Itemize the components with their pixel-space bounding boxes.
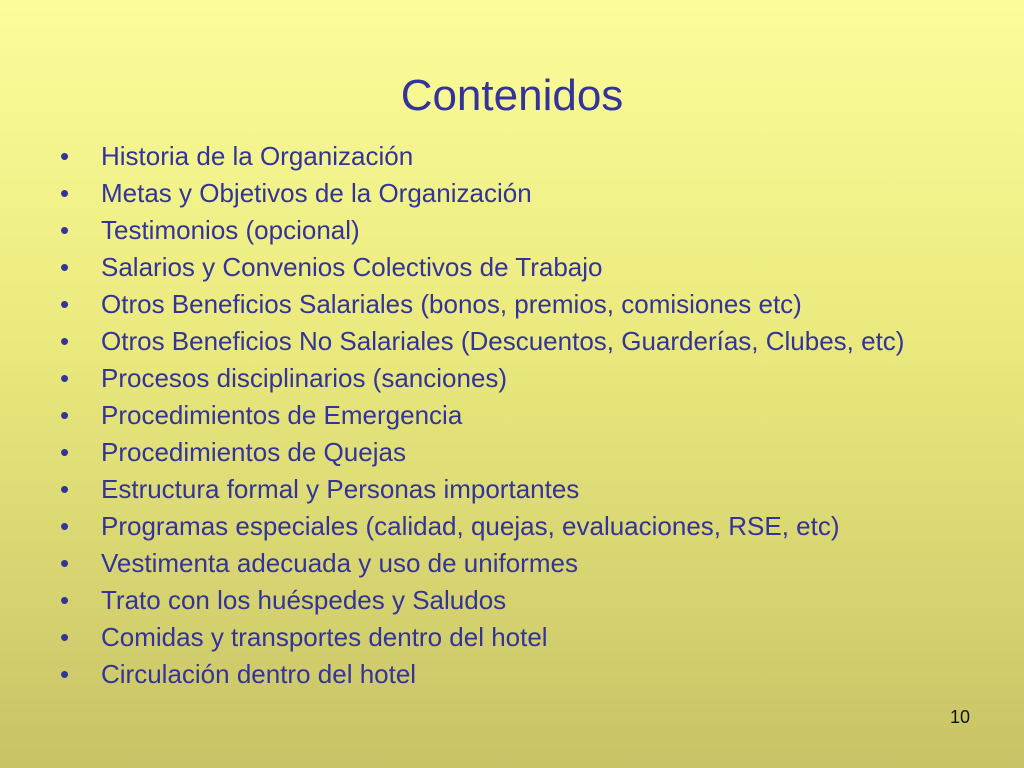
list-item <box>60 659 960 689</box>
list-item-text: Procedimientos de Emergencia <box>101 400 463 430</box>
list-item <box>60 400 960 430</box>
bullet-icon: • <box>60 474 70 504</box>
list-item <box>60 215 960 245</box>
list-item <box>60 141 960 171</box>
list-item <box>60 511 960 541</box>
list-item-text: Salarios y Convenios Colectivos de Trabajo <box>101 252 603 282</box>
list-item-text: Metas y Objetivos de la Organización <box>101 178 532 208</box>
list-item-text: Procesos disciplinarios (sanciones) <box>101 363 508 393</box>
list-item <box>60 326 960 356</box>
list-item-text: Programas especiales (calidad, quejas, evaluaciones, RSE, etc) <box>101 511 840 541</box>
bullet-icon: • <box>60 622 70 652</box>
list-item-text: Trato con los huéspedes y Saludos <box>101 585 507 615</box>
list-item-text: Circulación dentro del hotel <box>101 659 417 689</box>
list-item-text: Estructura formal y Personas importantes <box>101 474 580 504</box>
bullet-icon: • <box>60 326 70 356</box>
bullet-icon: • <box>60 437 70 467</box>
bullet-icon: • <box>60 289 70 319</box>
bullet-icon: • <box>60 141 70 171</box>
list-item <box>60 585 960 615</box>
slide-title: Contenidos <box>400 71 624 120</box>
list-item <box>60 437 960 467</box>
bullet-icon: • <box>60 400 70 430</box>
bullet-icon: • <box>60 511 70 541</box>
content-bullet-list <box>60 141 960 696</box>
list-item <box>60 622 960 652</box>
bullet-icon: • <box>60 178 70 208</box>
list-item <box>60 548 960 578</box>
list-item <box>60 252 960 282</box>
list-item <box>60 363 960 393</box>
bullet-icon: • <box>60 252 70 282</box>
list-item-text: Vestimenta adecuada y uso de uniformes <box>101 548 578 578</box>
list-item-text: Historia de la Organización <box>101 141 414 171</box>
bullet-icon: • <box>60 215 70 245</box>
bullet-icon: • <box>60 548 70 578</box>
list-item-text: Procedimientos de Quejas <box>101 437 406 467</box>
bullet-icon: • <box>60 363 70 393</box>
list-item <box>60 178 960 208</box>
list-item-text: Comidas y transportes dentro del hotel <box>101 622 548 652</box>
bullet-icon: • <box>60 659 70 689</box>
list-item-text: Otros Beneficios No Salariales (Descuentos, Guarderías, Clubes, etc) <box>101 326 905 356</box>
list-item-text: Testimonios (opcional) <box>101 215 360 245</box>
page-number: 10 <box>949 707 970 727</box>
bullet-icon: • <box>60 585 70 615</box>
list-item-text: Otros Beneficios Salariales (bonos, premios, comisiones etc) <box>101 289 802 319</box>
list-item <box>60 289 960 319</box>
list-item <box>60 474 960 504</box>
